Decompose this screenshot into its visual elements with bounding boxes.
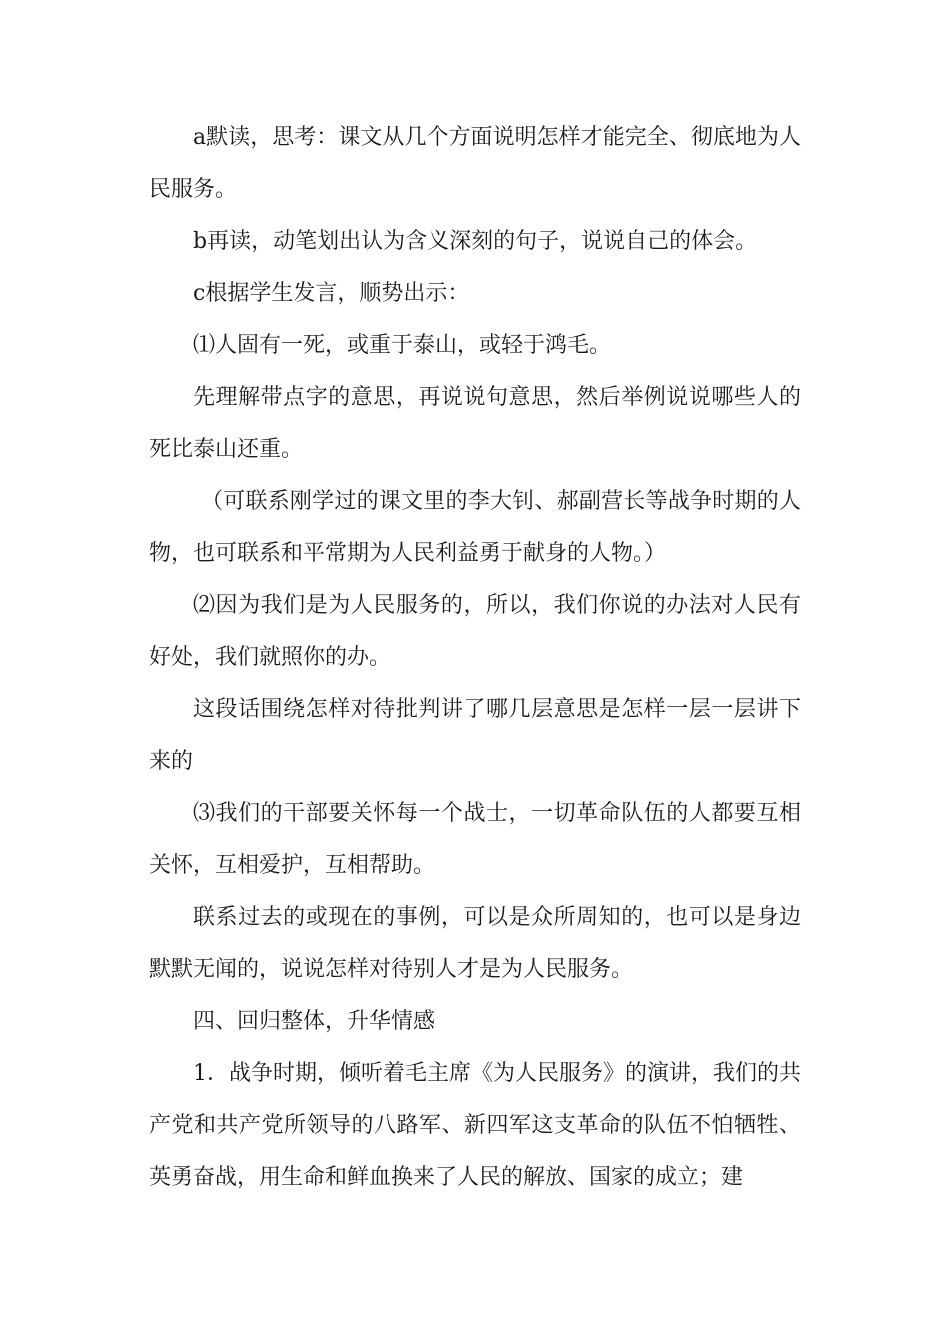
paragraph-sentence-1-task: 先理解带点字的意思，再说说句意思，然后举例说说哪些人的死比泰山还重。 [149,385,801,462]
paragraph-silent-reading: a默读，思考：课文从几个方面说明怎样才能完全、彻底地为人民服务。 [149,125,801,202]
document-body [149,112,801,1204]
paragraph-sentence-3: ⑶我们的干部要关怀每一个战士，一切革命队伍的人都要互相关怀，互相爱护，互相帮助。 [149,801,801,878]
paragraph-reread: b再读，动笔划出认为含义深刻的句子，说说自己的体会。 [193,229,758,254]
paragraph-sentence-1: ⑴人固有一死，或重于泰山，或轻于鸿毛。 [193,333,612,358]
paragraph-sentence-1-note: （可联系刚学过的课文里的李大钊、郝副营长等战争时期的人物，也可联系和平常期为人民利益勇于献身的人物。） [149,489,801,566]
paragraph-sentence-3-task: 联系过去的或现在的事例，可以是众所周知的，也可以是身边默默无闻的，说说怎样对待别人才是为人民服务。 [149,905,801,982]
paragraph-sentence-2-task: 这段话围绕怎样对待批判讲了哪几层意思是怎样一层一层讲下来的 [149,697,801,774]
paragraph-sentence-2: ⑵因为我们是为人民服务的，所以，我们你说的办法对人民有好处，我们就照你的办。 [149,593,801,670]
section-heading-four: 四、回归整体，升华情感 [193,1009,436,1034]
paragraph-wartime: 1．战争时期，倾听着毛主席《为人民服务》的演讲，我们的共产党和共产党所领导的八路军、新四军这支革命的队伍不怕牺牲、英勇奋战，用生命和鲜血换来了人民的解放、国家的成立；建 [149,1061,801,1190]
paragraph-show-sentences: c根据学生发言，顺势出示： [193,281,470,306]
